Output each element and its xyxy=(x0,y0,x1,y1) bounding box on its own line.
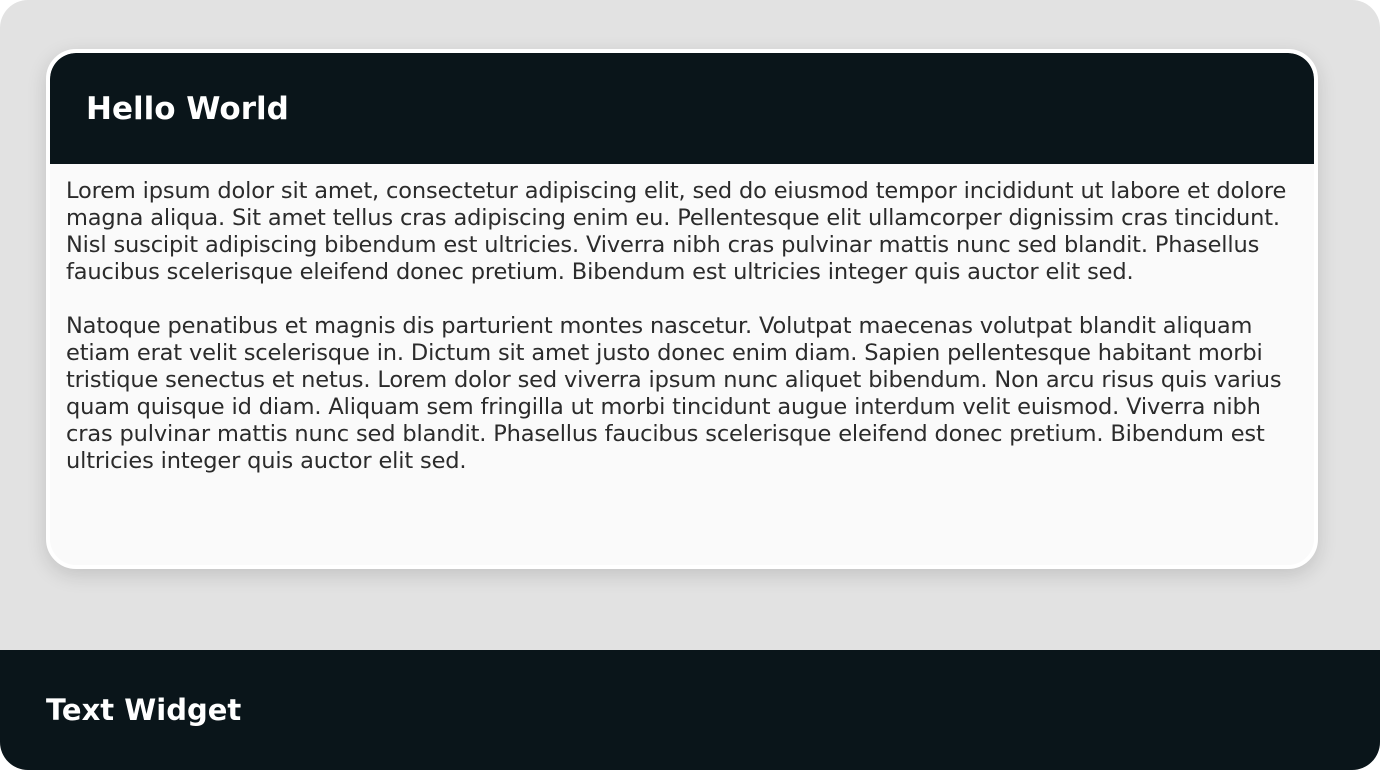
paragraph-2: Natoque penatibus et magnis dis parturient montes nascetur. Volutpat maecenas volutpat blandit aliquam etiam erat velit scelerisque in. Dictum sit amet justo donec enim diam. Sapien pellentesque habitant morbi tristique senectus et netus. Lorem dolor sed viverra ipsum nunc aliquet bibendum. Non arcu risus quis varius quam quisque id diam. Aliquam sem fringilla ut morbi tincidunt augue interdum velit euismod. Viverra nibh cras pulvinar mattis nunc sed blandit. Phasellus faucibus scelerisque eleifend donec pretium. Bibendum est ultricies integer quis auctor elit sed. xyxy=(66,313,1282,474)
text-card xyxy=(46,49,1318,569)
card-body xyxy=(50,164,1314,475)
footer-bar xyxy=(0,650,1380,770)
footer-title: Text Widget xyxy=(46,693,242,727)
paragraph-1: Lorem ipsum dolor sit amet, consectetur adipiscing elit, sed do eiusmod tempor incididunt ut labore et dolore magna aliqua. Sit amet tellus cras adipiscing enim eu. Pellentesque elit ullamcorper dignissim cras tincidunt. Nisl suscipit adipiscing bibendum est ultricies. Viverra nibh cras pulvinar mattis nunc sed blandit. Phasellus faucibus scelerisque eleifend donec pretium. Bibendum est ultricies integer quis auctor elit sed. xyxy=(66,178,1287,285)
card-header xyxy=(50,53,1314,164)
card-title: Hello World xyxy=(86,90,289,127)
